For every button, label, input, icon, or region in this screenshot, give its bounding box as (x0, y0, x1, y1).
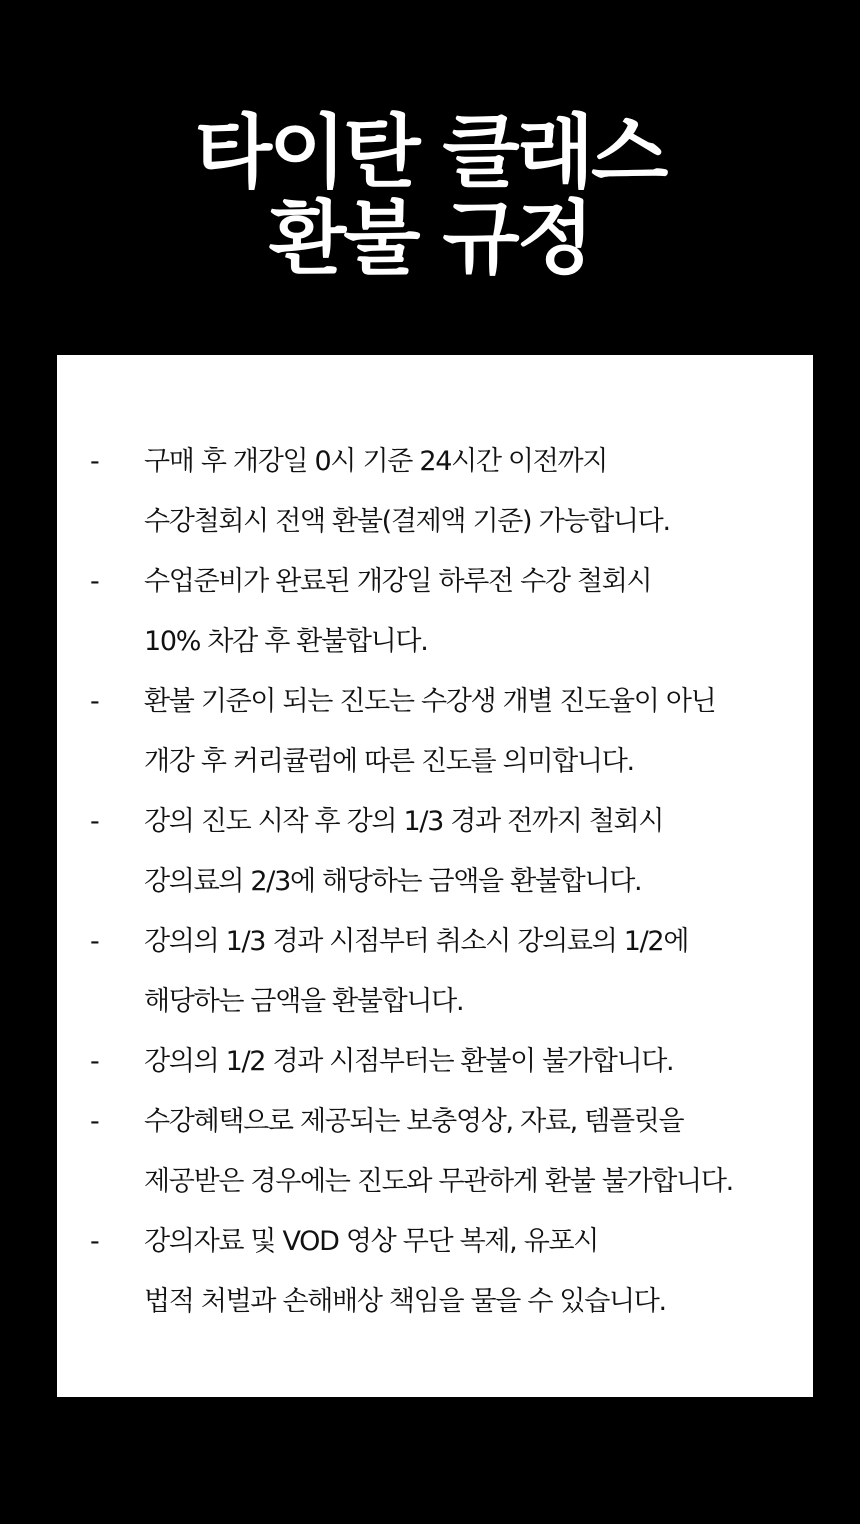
rule-text-line: 제공받은 경우에는 진도와 무관하게 환불 불가합니다. (144, 1166, 733, 1197)
rule-text-line: 구매 후 개강일 0시 기준 24시간 이전까지 (144, 446, 608, 477)
bullet-dash: - (90, 806, 100, 837)
rule-text-line: 강의자료 및 VOD 영상 무단 복제, 유포시 (144, 1226, 599, 1257)
title-line-1: 타이탄 클래스 (194, 106, 666, 199)
rule-text-line: 강의의 1/3 경과 시점부터 취소시 강의료의 1/2에 (144, 926, 689, 957)
rule-text-line: 강의 진도 시작 후 강의 1/3 경과 전까지 철회시 (144, 806, 664, 837)
bullet-dash: - (90, 1226, 100, 1257)
list-item (90, 1092, 790, 1212)
list-item (90, 1212, 790, 1332)
bullet-dash: - (90, 926, 100, 957)
list-item (90, 1032, 790, 1092)
title-line-2: 환불 규정 (269, 192, 591, 285)
bullet-dash: - (90, 566, 100, 597)
list-item (90, 672, 790, 792)
rule-text-line: 10% 차감 후 환불합니다. (144, 626, 428, 657)
bullet-dash: - (90, 686, 100, 717)
list-item (90, 552, 790, 672)
refund-rules-list (90, 432, 790, 1332)
list-item (90, 432, 790, 552)
rule-text-line: 수업준비가 완료된 개강일 하루전 수강 철회시 (144, 566, 652, 597)
rule-text-line: 해당하는 금액을 환불합니다. (144, 986, 464, 1017)
rule-text-line: 수강철회시 전액 환불(결제액 기준) 가능합니다. (144, 506, 670, 537)
list-item (90, 792, 790, 912)
rule-text-line: 강의의 1/2 경과 시점부터는 환불이 불가합니다. (144, 1046, 674, 1077)
bullet-dash: - (90, 1046, 100, 1077)
bullet-dash: - (90, 446, 100, 477)
rule-text-line: 환불 기준이 되는 진도는 수강생 개별 진도율이 아닌 (144, 686, 716, 717)
rule-text-line: 강의료의 2/3에 해당하는 금액을 환불합니다. (144, 866, 642, 897)
list-item (90, 912, 790, 1032)
rule-text-line: 법적 처벌과 손해배상 책임을 물을 수 있습니다. (144, 1286, 666, 1317)
refund-policy-panel (57, 355, 813, 1397)
rule-text-line: 개강 후 커리큘럼에 따른 진도를 의미합니다. (144, 746, 634, 777)
page-title (0, 106, 860, 285)
bullet-dash: - (90, 1106, 100, 1137)
rule-text-line: 수강혜택으로 제공되는 보충영상, 자료, 템플릿을 (144, 1106, 684, 1137)
